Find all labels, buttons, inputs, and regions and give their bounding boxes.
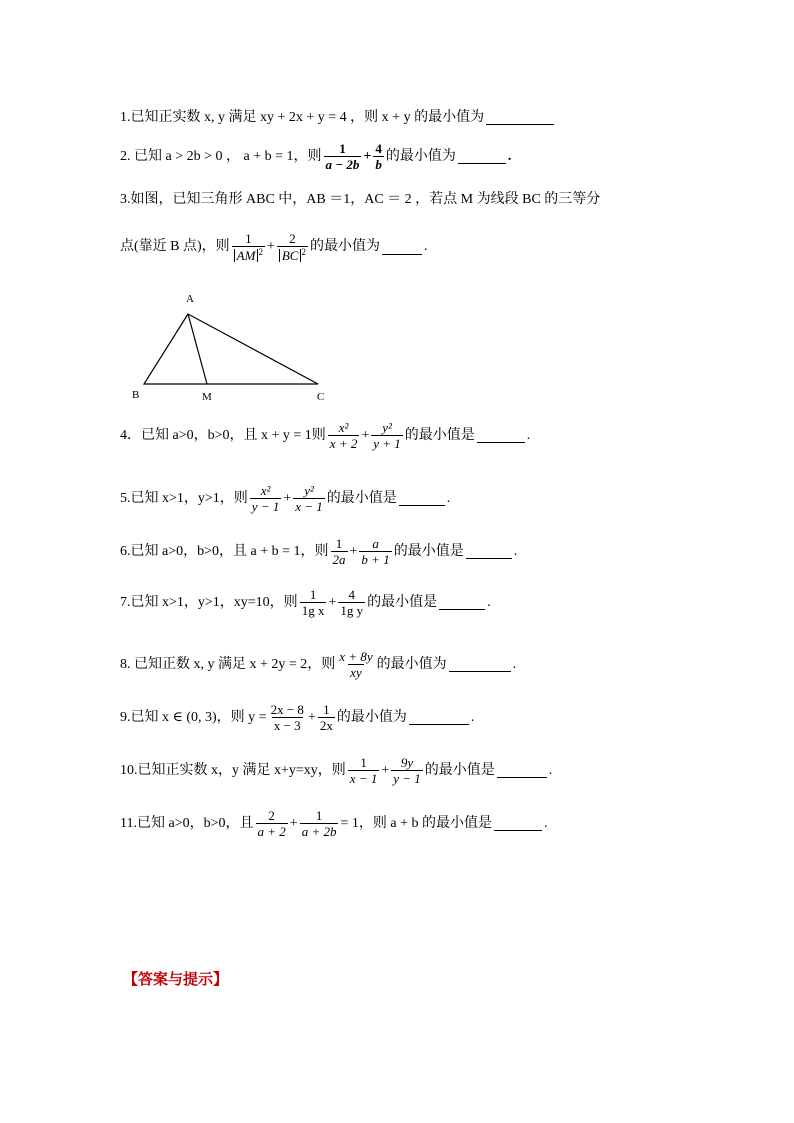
label-a: A [186,293,194,305]
q9-text: 9.已知 x ∈ (0, 3)，则 y = [120,709,267,725]
q11-text: 11.已知 a>0，b>0，且 [120,815,254,831]
q6-frac-b: $\frac{a}{b + 1}$ [361,536,390,567]
q6-tail: 的最小值是 [393,543,464,559]
triangle-figure [125,290,345,405]
label-b: B [132,389,140,401]
q5-tail: 的最小值是 [326,490,397,506]
q8-answer-blank[interactable] [449,657,511,672]
label-c: C [317,391,325,403]
question-3-line2: 点(靠近 B 点)，则 $\frac{1}{AM ^2}$ + $\frac{2}{BC ^2}$ 的最小值为 . [120,231,428,264]
q7-text: 7.已知 x>1，y>1，xy=10，则 [120,594,298,610]
question-8: 8. 已知正数 x, y 满足 x + 2y = 2，则 $\frac{x + 8y}{xy}$ 的最小值为 . [120,649,517,680]
q3-line1: 3.如图，已知三角形 ABC 中，AB ＝1，AC ＝ 2 ，若点 M 为线段 BC 的三等分 [120,192,601,207]
q10-text: 10.已知正实数 x，y 满足 x+y=xy，则 [120,762,346,778]
q9-tail: 的最小值为 [336,709,407,725]
segment-am [188,314,207,384]
q2-tail: 的最小值为 [385,148,456,164]
q5-answer-blank[interactable] [399,491,445,506]
question-3-line1 [120,193,600,207]
q4-answer-blank[interactable] [477,428,525,443]
q5-text: 5.已知 x>1，y>1，则 [120,490,248,506]
q3-frac-b: $\frac{2}{BC ^2}$ [277,232,308,262]
q1-text: 1.已知正实数 x, y 满足 xy + 2x + y = 4 ，则 x + y 的最小值为 [120,109,485,125]
question-2: 2. 已知 a > 2b > 0 ， a + b = 1，则 $\frac{1}{a - 2b}$ + $\frac{4}{b}$ 的最小值为 . [120,141,512,172]
question-10: 10.已知正实数 x，y 满足 x+y=xy，则 $\frac{1}{x - 1}$ + $\frac{9y}{y - 1}$ 的最小值是 . [120,755,553,786]
q7-tail: 的最小值是 [367,594,438,610]
q8-frac: $\frac{x + 8y}{xy}$ [339,649,373,680]
q2-frac-a: $\frac{1}{a - 2b}$ [325,141,360,172]
q4-tail: 的最小值是 [404,427,475,443]
q7-frac-b: $\frac{4}{\text{1g y}}$ [340,587,364,618]
q10-tail: 的最小值是 [424,762,495,778]
q8-tail: 的最小值为 [376,656,447,672]
label-m: M [202,391,212,403]
q11-frac-b: $\frac{1}{a + 2b}$ [301,808,337,839]
q10-frac-b: $\frac{9y}{y - 1}$ [393,755,421,786]
q3-line2a: 点(靠近 B 点)，则 [120,239,230,255]
q2-text: 2. 已知 a > 2b > 0 ， a + b = 1，则 [120,148,322,164]
q4-text: 4．已知 a>0，b>0，且 x + y = 1则 [120,427,326,443]
q9-frac-a: $\frac{2x - 8}{x - 3}$ [270,702,304,733]
q8-text: 8. 已知正数 x, y 满足 x + 2y = 2，则 [120,656,336,672]
q3-frac-a: $\frac{1}{AM ^2}$ [232,232,265,262]
q2-answer-blank[interactable] [458,149,506,164]
q1-answer-blank[interactable] [486,110,554,125]
question-11: 11.已知 a>0，b>0，且 $\frac{2}{a + 2}$ + $\frac{1}{a + 2b}$ = 1，则 a + b 的最小值是 . [120,808,548,839]
q11-tail: = 1，则 a + b 的最小值是 [340,815,492,831]
q7-frac-a: $\frac{1}{\text{1g x}}$ [301,587,325,618]
question-1 [120,110,556,125]
q4-frac-b: $\frac{\text{y²}}{y + 1}$ [373,420,401,451]
q4-frac-a: $\frac{\text{x²}}{x + 2}$ [329,420,358,451]
q11-answer-blank[interactable] [494,816,542,831]
question-9: 9.已知 x ∈ (0, 3)，则 y = $\frac{2x - 8}{x - 3}$ + $\frac{1}{2x}$ 的最小值为 . [120,702,475,733]
q7-answer-blank[interactable] [439,595,485,610]
q6-answer-blank[interactable] [466,544,512,559]
q5-frac-a: $\frac{\text{x²}}{y - 1}$ [251,483,280,514]
q6-frac-a: $\frac{1}{2a}$ [332,536,346,567]
q3-tail: 的最小值为 [309,239,380,255]
q10-frac-a: $\frac{1}{x - 1}$ [349,755,378,786]
answer-header: 【答案与提示】 [123,970,229,988]
question-4: 4．已知 a>0，b>0，且 x + y = 1则 $\frac{\text{x²}}{x + 2}$ + $\frac{\text{y²}}{y + 1}$ 的最小值是 . [120,420,531,451]
question-5: 5.已知 x>1，y>1，则 $\frac{\text{x²}}{y - 1}$ + $\frac{\text{y²}}{x - 1}$ 的最小值是 . [120,483,451,514]
q9-frac-b: $\frac{1}{2x}$ [319,702,333,733]
q9-answer-blank[interactable] [409,710,469,725]
q5-frac-b: $\frac{\text{y²}}{x - 1}$ [295,483,323,514]
question-6: 6.已知 a>0，b>0，且 a + b = 1，则 $\frac{1}{2a}$ + $\frac{a}{b + 1}$ 的最小值是 . [120,536,518,567]
triangle-abc [144,314,318,384]
q3-answer-blank[interactable] [382,240,422,255]
q6-text: 6.已知 a>0，b>0，且 a + b = 1，则 [120,543,329,559]
question-7: 7.已知 x>1，y>1，xy=10，则 $\frac{1}{\text{1g x}}$ + $\frac{4}{\text{1g y}}$ 的最小值是 . [120,587,491,618]
q2-frac-b: $\frac{4}{b}$ [375,141,382,172]
q11-frac-a: $\frac{2}{a + 2}$ [257,808,286,839]
q10-answer-blank[interactable] [497,763,547,778]
